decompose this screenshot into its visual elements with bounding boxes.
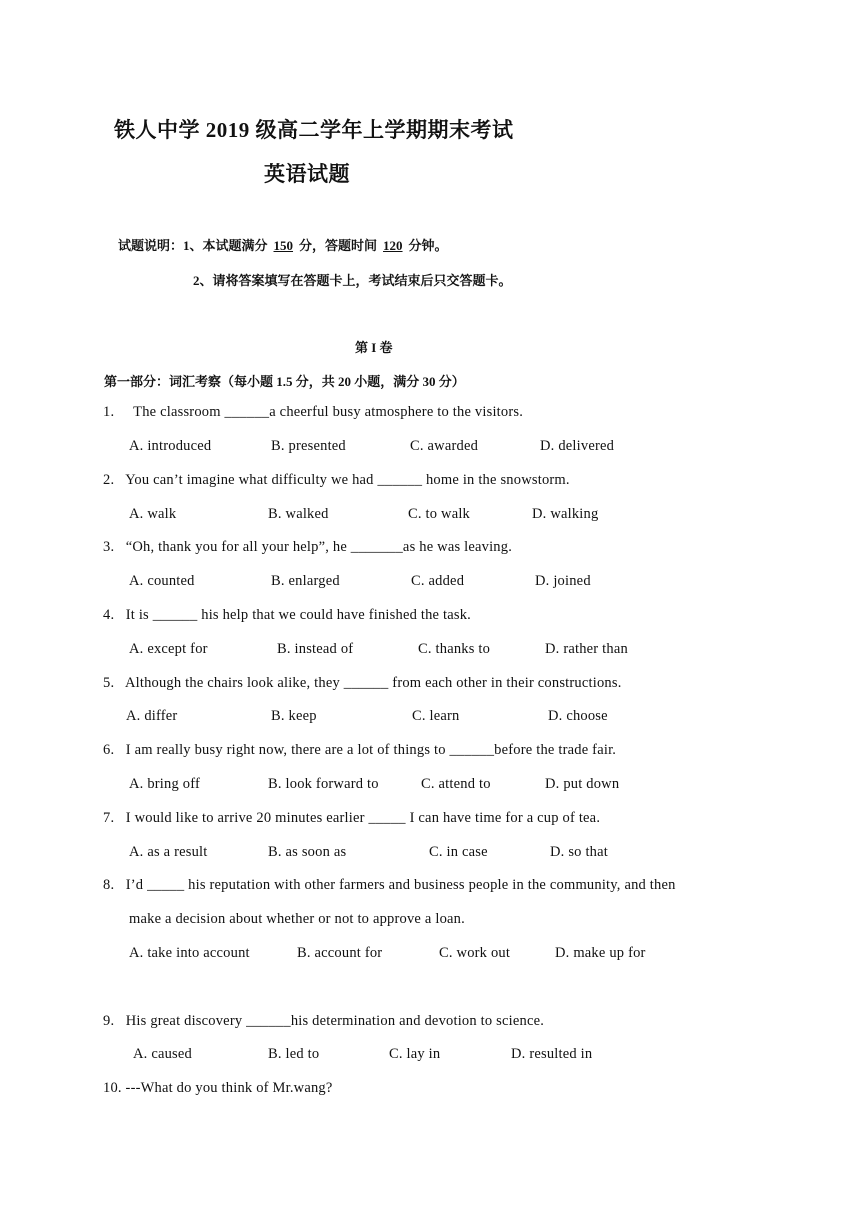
q6-option-b: B. look forward to (268, 776, 379, 792)
full-score-value: 150 (273, 238, 294, 253)
question-8-continued: make a decision about whether or not to approve a loan. (129, 911, 465, 927)
q8-option-d: D. make up for (555, 945, 646, 961)
exam-title: 铁人中学 2019 级高二学年上学期期末考试 (114, 118, 514, 142)
q2-option-b: B. walked (268, 506, 329, 522)
q3-option-b: B. enlarged (271, 573, 340, 589)
q3-option-a: A. counted (129, 573, 195, 589)
volume-heading: 第 I 卷 (355, 340, 393, 355)
instructions-line-1 (118, 235, 448, 254)
q6-option-c: C. attend to (421, 776, 491, 792)
q3-option-d: D. joined (535, 573, 591, 589)
instructions-line-2: 2、请将答案填写在答题卡上，考试结束后只交答题卡。 (193, 273, 512, 288)
question-5: 5. Although the chairs look alike, they ______ from each other in their constructions. (103, 675, 622, 691)
q2-option-a: A. walk (129, 506, 177, 522)
q1-option-a: A. introduced (129, 438, 212, 454)
section-heading: 第一部分：词汇考察（每小题 1.5 分，共 20 小题，满分 30 分） (104, 374, 465, 389)
q4-option-b: B. instead of (277, 641, 354, 657)
q9-option-a: A. caused (133, 1046, 192, 1062)
exam-subtitle: 英语试题 (264, 162, 350, 186)
q7-option-c: C. in case (429, 844, 488, 860)
question-3: 3. “Oh, thank you for all your help”, he _______as he was leaving. (103, 539, 513, 555)
q9-option-b: B. led to (268, 1046, 320, 1062)
q1-option-c: C. awarded (410, 438, 479, 454)
q8-option-b: B. account for (297, 945, 383, 961)
q2-option-d: D. walking (532, 506, 599, 522)
question-6: 6. I am really busy right now, there are a lot of things to ______before the trade fair. (103, 742, 617, 758)
q4-option-c: C. thanks to (418, 641, 491, 657)
instructions-prefix: 试题说明：1、本试题满分 (118, 238, 268, 253)
q7-option-a: A. as a result (129, 844, 208, 860)
q2-option-c: C. to walk (408, 506, 471, 522)
q6-option-a: A. bring off (129, 776, 200, 792)
question-1: 1. The classroom ______a cheerful busy atmosphere to the visitors. (103, 404, 524, 420)
exam-time-value: 120 (383, 238, 403, 253)
question-7: 7. I would like to arrive 20 minutes earlier _____ I can have time for a cup of tea. (103, 810, 601, 826)
q5-option-a: A. differ (126, 708, 178, 724)
question-8: 8. I’d _____ his reputation with other farmers and business people in the community, and then (103, 877, 676, 893)
q8-option-a: A. take into account (129, 945, 250, 961)
q3-option-c: C. added (411, 573, 465, 589)
q8-option-c: C. work out (439, 945, 511, 961)
q9-option-d: D. resulted in (511, 1046, 593, 1062)
q1-option-b: B. presented (271, 438, 346, 454)
instructions-mid: 分，答题时间 (299, 238, 378, 253)
question-4: 4. It is ______ his help that we could have finished the task. (103, 607, 471, 623)
q1-option-d: D. delivered (540, 438, 615, 454)
q7-option-d: D. so that (550, 844, 608, 860)
instructions-suffix: 分钟。 (408, 238, 448, 253)
q6-option-d: D. put down (545, 776, 620, 792)
q4-option-a: A. except for (129, 641, 208, 657)
q5-option-d: D. choose (548, 708, 608, 724)
q5-option-c: C. learn (412, 708, 460, 724)
q9-option-c: C. lay in (389, 1046, 441, 1062)
question-2: 2. You can’t imagine what difficulty we had ______ home in the snowstorm. (103, 472, 570, 488)
q5-option-b: B. keep (271, 708, 317, 724)
question-10: 10. ---What do you think of Mr.wang? (103, 1080, 333, 1096)
q4-option-d: D. rather than (545, 641, 628, 657)
question-9: 9. His great discovery ______his determination and devotion to science. (103, 1013, 545, 1029)
q7-option-b: B. as soon as (268, 844, 347, 860)
